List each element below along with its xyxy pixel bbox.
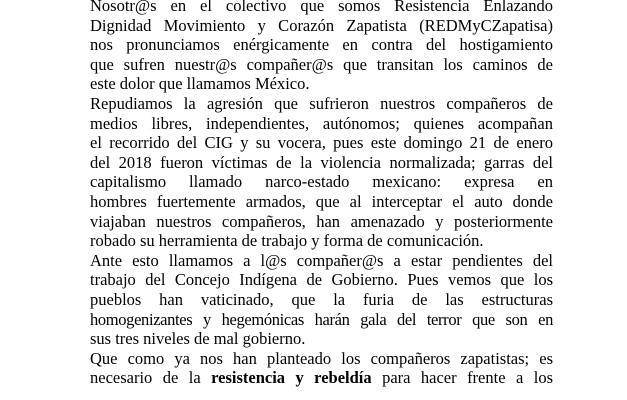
text-line: Repudiamos la agresión que sufrieron nuestros compañeros de: [90, 93, 553, 113]
text-line: Ante esto llamamos a l@s compañer@s a estar pendientes del: [90, 250, 553, 270]
text-line: homogenizantes y hegemónicas harán gala del terror que son en: [90, 309, 553, 329]
text-line: [90, 368, 553, 388]
statement-text: [90, 0, 553, 388]
text-line: Dignidad Movimiento y Corazón Zapatista (REDMyCZapatisa): [90, 15, 553, 35]
text-line: viajaban nuestros compañeros, han amenazado y posteriormente: [90, 211, 553, 231]
text-line: del 2018 fueron víctimas de la violencia normalizada; garras del: [90, 152, 553, 172]
text-line: Nosotr@s en el colectivo que somos Resistencia Enlazando: [90, 0, 553, 15]
text-line: el recorrido del CIG y su vocera, pues este domingo 21 de enero: [90, 133, 553, 153]
text-line: este dolor que llamamos México.: [90, 74, 310, 94]
text-segment: para hacer frente a los: [371, 368, 553, 388]
text-line: Que como ya nos han planteado los compañeros zapatistas; es: [90, 348, 553, 368]
text-line: que sufren nuestr@s compañer@s que transitan los caminos de: [90, 54, 553, 74]
text-line: medios libres, independientes, autónomos; quienes acompañan: [90, 113, 553, 133]
text-line: pueblos han vaticinado, que la furia de las estructuras: [90, 289, 553, 309]
text-line: hombres fuertemente armados, que al interceptar el auto donde: [90, 191, 553, 211]
text-line: robado su herramienta de trabajo y forma de comunicación.: [90, 231, 484, 251]
text-line: nos pronunciamos enérgicamente en contra del hostigamiento: [90, 35, 553, 55]
text-line: capitalismo llamado narco-estado mexicano: expresa en: [90, 172, 553, 192]
emphasized-text: resistencia y rebeldía: [211, 368, 372, 388]
text-segment: necesario de la: [90, 368, 212, 388]
text-line: sus tres niveles de mal gobierno.: [90, 329, 306, 349]
text-line: trabajo del Concejo Indígena de Gobierno. Pues vemos que los: [90, 270, 553, 290]
